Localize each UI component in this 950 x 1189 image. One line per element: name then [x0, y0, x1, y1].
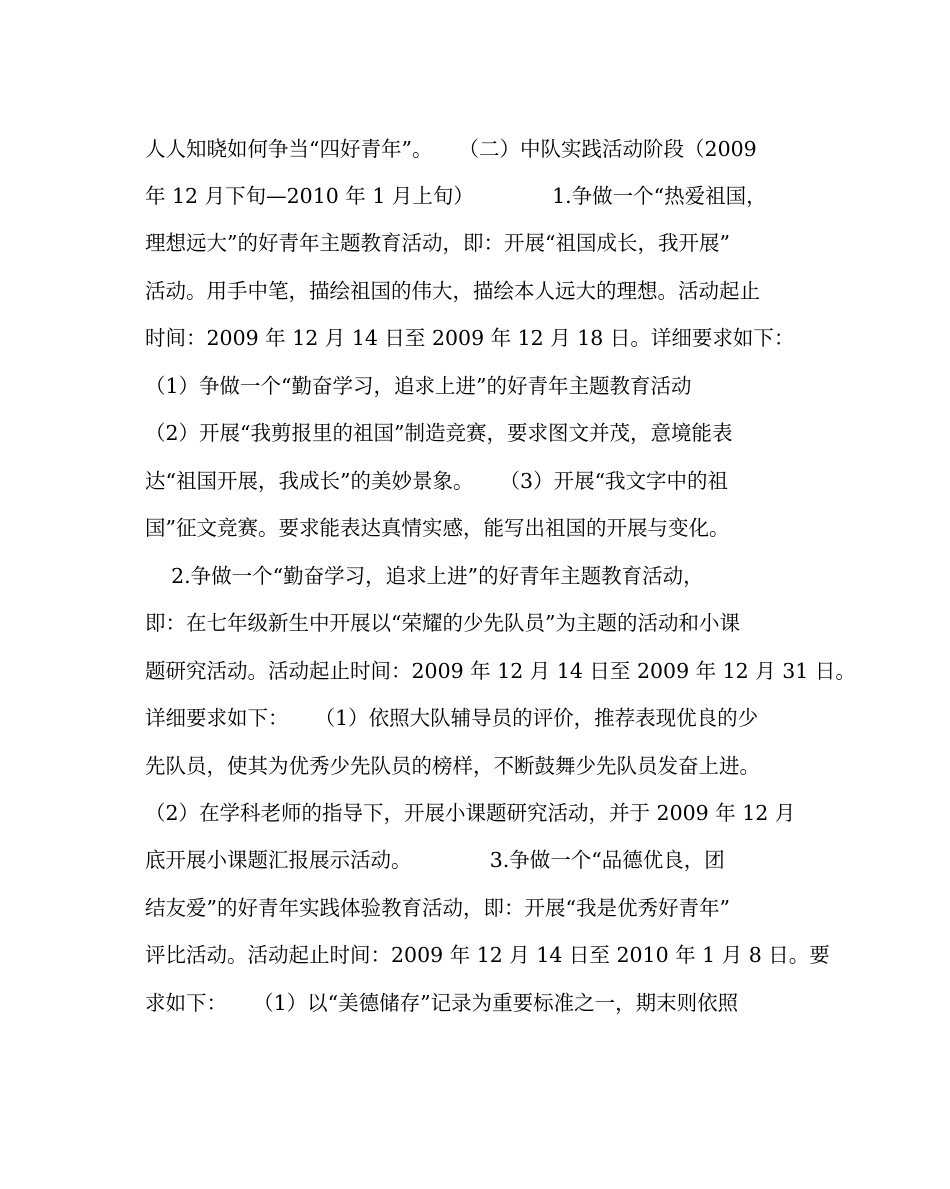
text-line: 题研究活动。活动起止时间：2009 年 12 月 14 日至 2009 年 12 月 31 日。 — [145, 659, 856, 683]
text-line: 活动。用手中笔，描绘祖国的伟大，描绘本人远大的理想。活动起止 — [145, 279, 760, 303]
text-line: 人人知晓如何争当“四好青年”。 （二）中队实践活动阶段（2009 — [145, 137, 757, 161]
text-line: 2.争做一个“勤奋学习，追求上进”的好青年主题教育活动， — [145, 564, 704, 588]
text-line: （2）开展“我剪报里的祖国”制造竞赛，要求图文并茂，意境能表 — [145, 421, 733, 445]
text-line: 求如下： （1）以“美德储存”记录为重要标准之一，期末则依照 — [145, 991, 739, 1015]
text-line: 国”征文竞赛。要求能表达真情实感，能写出祖国的开展与变化。 — [145, 516, 730, 540]
text-line: 时间：2009 年 12 月 14 日至 2009 年 12 月 18 日。详细要求如下： — [145, 326, 795, 350]
text-line: 达“祖国开展，我成长”的美妙景象。 （3）开展“我文字中的祖 — [145, 469, 729, 493]
text-line: 评比活动。活动起止时间：2009 年 12 月 14 日至 2010 年 1 月 8 日。要 — [145, 943, 830, 967]
text-line: （2）在学科老师的指导下，开展小课题研究活动，并于 2009 年 12 月 — [145, 801, 796, 825]
text-line: 详细要求如下： （1）依照大队辅导员的评价，推荐表现优良的少 — [145, 706, 759, 730]
text-line: 即：在七年级新生中开展以“荣耀的少先队员”为主题的活动和小课 — [145, 611, 740, 635]
text-line: 先队员，使其为优秀少先队员的榜样，不断鼓舞少先队员发奋上进。 — [145, 754, 760, 778]
text-line: 年 12 月下旬—2010 年 1 月上旬） 1.争做一个“热爱祖国， — [145, 184, 767, 208]
text-line: （1）争做一个“勤奋学习，追求上进”的好青年主题教育活动 — [145, 374, 692, 398]
text-line: 理想远大”的好青年主题教育活动，即：开展“祖国成长，我开展” — [145, 231, 730, 255]
text-line: 底开展小课题汇报展示活动。 3.争做一个“品德优良，团 — [145, 848, 725, 872]
text-line: 结友爱”的好青年实践体验教育活动，即：开展“我是优秀好青年” — [145, 896, 730, 920]
